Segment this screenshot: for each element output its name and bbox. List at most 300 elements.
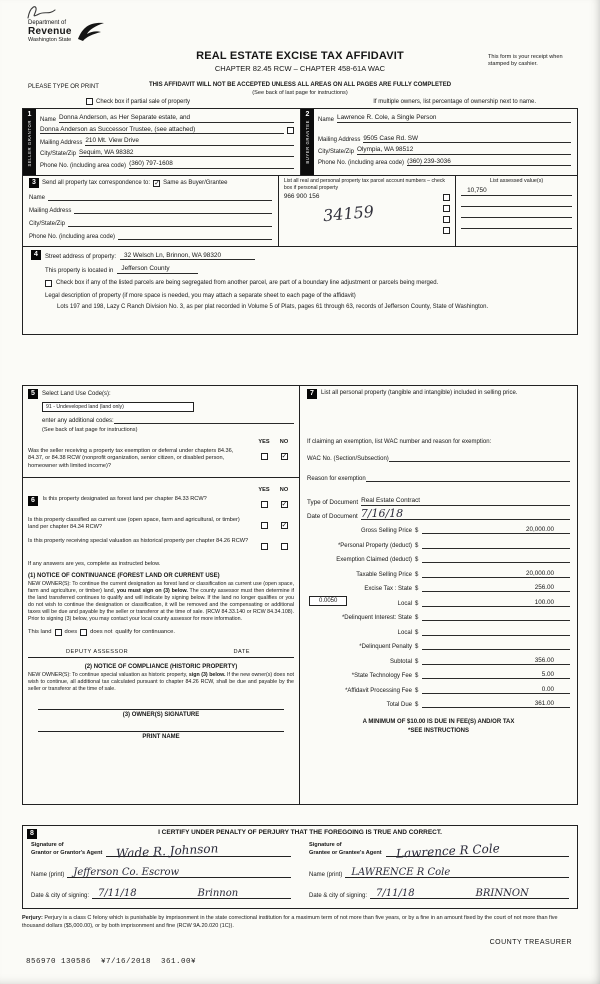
forest-no-checkbox[interactable]: ✓ (281, 501, 288, 509)
doc-type-value[interactable]: Real Estate Contract (361, 497, 570, 506)
dor-logo-icon (76, 20, 106, 42)
form-body (0, 96, 600, 946)
handwritten-parcel-number: 34159 (322, 201, 375, 226)
total-due-value[interactable]: 361.00 (422, 700, 570, 708)
segregated-row (45, 280, 569, 287)
doc-type-row (307, 497, 570, 506)
county-treasurer-label: COUNTY TREASURER (489, 939, 572, 947)
delinquent-interest-state-label: *Delinquent Interest: State (341, 615, 412, 621)
seller-city-label: City/State/Zip (40, 151, 77, 157)
delinquent-penalty-label: *Delinquent Penalty (359, 644, 412, 650)
grantor-signature-block (31, 840, 291, 899)
buyer-strip (301, 109, 314, 175)
exemption-claimed-label: Exemption Claimed (deduct) (336, 557, 412, 563)
grantor-city-value: Brinnon (197, 888, 239, 899)
grantee-name-line[interactable] (345, 867, 569, 878)
section-5-badge: 5 (28, 389, 38, 399)
dollar-sign: $ (415, 528, 419, 534)
agency-logo-block (28, 20, 106, 43)
assessed-value[interactable]: 10,750 (461, 187, 572, 196)
qualify-label: qualify for continuance. (115, 629, 175, 636)
exemption-claimed-row (307, 555, 570, 563)
buyer-name-row (318, 114, 571, 123)
section-7 (300, 385, 578, 805)
assessed-blank-3[interactable] (461, 210, 572, 218)
dollar-sign: $ (415, 615, 419, 621)
s5-yes-checkbox[interactable] (261, 453, 268, 460)
excise-tax-state-value[interactable]: 256.00 (422, 584, 570, 592)
main-columns (22, 385, 578, 805)
grantee-signature-row (309, 840, 569, 861)
dollar-sign: $ (415, 571, 419, 578)
section-6 (22, 478, 300, 805)
current-use-question-row (28, 517, 294, 535)
state-technology-fee-value[interactable]: 5.00 (422, 671, 570, 679)
section-3-badge: 3 (29, 178, 39, 188)
owner-signature-label: (3) OWNER(S) SIGNATURE (122, 711, 200, 718)
excise-tax-local-label: Local (397, 600, 412, 607)
segregated-label: Check box if any of the listed parcels are being segregated from another parcel, are part of a boundary line adjustment or parcels being merged. (56, 280, 439, 286)
parcel-numbers-col (278, 176, 455, 246)
if-yes-note: If any answers are yes, complete as instructed below. (28, 560, 161, 567)
signature-columns (31, 840, 569, 899)
current-no-checkbox[interactable]: ✓ (281, 522, 288, 530)
correspondence-mailing-label: Mailing Address (29, 208, 72, 214)
forest-no-cell (274, 496, 294, 514)
seller-grantor-box (23, 109, 300, 175)
buyer-city-row (318, 146, 571, 155)
parcel-row-4 (284, 225, 450, 235)
assessed-row-2 (461, 197, 572, 207)
section-4 (22, 247, 578, 335)
excise-tax-state-label: Excise Tax : State (364, 586, 412, 592)
correspondence-phone-field[interactable] (118, 232, 272, 240)
spacer (307, 482, 570, 494)
historic-question-text: Is this property receiving special valuation as historical property per chapter 84.26 RCW? (28, 537, 249, 544)
section-7-badge: 7 (307, 389, 317, 399)
certify-row (31, 829, 569, 836)
grantor-sig-label2: Grantor or Grantor's Agent (31, 849, 103, 856)
current-no-cell (274, 517, 294, 535)
partial-sale-group (86, 98, 190, 105)
form-title: REAL ESTATE EXCISE TAX AFFIDAVIT (196, 50, 404, 62)
seller-mailing-label: Mailing Address (40, 139, 83, 146)
owner-signature-line[interactable] (38, 709, 284, 710)
seller-name2-row (40, 126, 294, 135)
personal-property-row (307, 389, 570, 399)
dollar-sign: $ (415, 673, 419, 679)
grantor-signature-line[interactable] (106, 840, 291, 861)
dollar-sign: $ (415, 702, 419, 708)
section-4-badge: 4 (31, 250, 41, 260)
dollar-sign: $ (415, 629, 419, 636)
buyer-mailing-field[interactable]: 9505 Case Rd. SW (363, 135, 571, 144)
reason-row (307, 474, 570, 482)
s6-yes-header: YES (258, 486, 270, 493)
s5-question-row (28, 448, 294, 470)
perjury-bold: Perjury: (22, 915, 43, 921)
section-1-badge: 1 (27, 111, 32, 118)
assessed-row-3 (461, 208, 572, 218)
cashier-receipt-stamp: 856970 130586 ¥7/16/2018 361.00¥ (26, 958, 197, 966)
parcel-number-value[interactable]: 966 900 156 (283, 193, 320, 201)
grantee-sig-label1: Signature of (309, 842, 342, 849)
s5-yes-cell (254, 448, 274, 470)
s5-yes-header: YES (258, 439, 270, 445)
buyer-mailing-row (318, 135, 571, 144)
seller-city-field[interactable]: Sequim, WA 98382 (79, 149, 294, 158)
affidavit-processing-fee-label: *Affidavit Processing Fee (345, 687, 412, 694)
historic-no-cell (274, 538, 294, 556)
dollar-sign: $ (415, 586, 419, 592)
buyer-name-field[interactable]: Lawrence R. Cole, a Single Person (337, 114, 571, 123)
buyer-phone-label: Phone No. (including area code) (318, 160, 405, 166)
see-instructions-text: *SEE INSTRUCTIONS (407, 728, 469, 735)
subtotal-label: Subtotal (389, 658, 412, 665)
grantee-signature-label (309, 842, 382, 857)
seller-name-row (40, 114, 294, 123)
agency-line3: Washington State (28, 37, 72, 43)
doc-date-label: Date of Document (307, 512, 358, 520)
current-yes-checkbox[interactable] (261, 522, 268, 529)
grantor-name-line[interactable] (67, 867, 291, 878)
seller-name-label: Name (40, 116, 57, 123)
dollar-sign: $ (415, 542, 419, 549)
correspondence-city-field[interactable] (68, 219, 272, 227)
forest-yes-checkbox[interactable] (261, 501, 268, 508)
subtotal-row (307, 657, 570, 665)
historic-no-checkbox[interactable] (281, 543, 288, 550)
grantee-date-row (309, 888, 569, 899)
delinquent-interest-state-value[interactable] (422, 613, 570, 621)
date-label: DATE (233, 648, 250, 655)
print-name-label: PRINT NAME (142, 733, 180, 740)
correspondence-row (29, 178, 272, 188)
grantor-sig-label1: Signature of (31, 842, 64, 849)
minimum-fee-note (307, 718, 570, 737)
located-county-value[interactable]: Jefferson County (117, 265, 197, 274)
same-as-buyer-checkbox[interactable]: ✓ (154, 179, 160, 187)
buyer-phone-field[interactable]: (360) 239-3036 (407, 158, 571, 167)
assessed-row-4 (461, 219, 572, 229)
grantee-date-line[interactable] (370, 888, 469, 899)
section-3 (22, 176, 578, 247)
grantor-date-line[interactable] (92, 888, 191, 899)
notice1-bold: you must sign on (3) below. (116, 587, 188, 594)
parcel-personal-checkbox-1[interactable] (443, 194, 450, 201)
dollar-sign: $ (415, 557, 419, 563)
partial-sale-label: Check box if partial sale of property (96, 98, 191, 105)
street-address-row (31, 250, 569, 260)
forest-yes-cell (254, 496, 274, 514)
certify-statement: I CERTIFY UNDER PENALTY OF PERJURY THAT THE FOREGOING IS TRUE AND CORRECT. (158, 829, 442, 836)
parcel-row-1 (284, 192, 450, 202)
delinquent-interest-local-value[interactable] (422, 628, 570, 636)
forest-question-text (28, 496, 254, 514)
taxable-selling-price-label: Taxable Selling Price (356, 571, 412, 578)
s5-question-text: Was the seller receiving a property tax exemption or deferral under chapters 84.36, 84.37, or 84.38 RCW (nonprofit organization, senior citizen, or disabled person, homeowner with limited income)? (28, 448, 234, 469)
grantee-sig-label2: Grantee or Grantee's Agent (309, 849, 382, 856)
notice2-pre: NEW OWNER(S): To continue special valuation as historic property, (28, 671, 188, 678)
notice1-title: (1) NOTICE OF CONTINUANCE (FOREST LAND OR CURRENT USE) (28, 572, 220, 579)
grantor-name-row (31, 867, 291, 878)
buyer-phone-row (318, 158, 571, 167)
agency-line1: Department of (28, 20, 67, 26)
excise-tax-local-row (307, 599, 570, 607)
buyer-mailing-label: Mailing Address (318, 137, 361, 143)
seller-mailing-row (40, 137, 294, 146)
spacer (22, 335, 578, 385)
land-use-row (28, 389, 294, 399)
perjury-note (22, 915, 578, 930)
seller-phone-field[interactable]: (360) 797-1608 (129, 160, 294, 169)
assessed-values-col (455, 176, 577, 246)
street-address-value[interactable]: 32 Welsch Ln, Brinnon, WA 98320 (120, 252, 255, 261)
buyer-city-field[interactable]: Olympia, WA 98512 (357, 146, 571, 155)
notice2-post: If the new owner(s) does not wish to continue, all additional tax calculated pursuant to chapter 84.26 RCW, shall be due and payable by the seller or transferor at the time of sale. (28, 671, 294, 692)
correspondence-name-label: Name (29, 195, 46, 201)
receipt-note: This form is your receipt when stamped by cashier. (488, 54, 563, 68)
agency-line2: Revenue (28, 26, 72, 37)
s5-no-checkbox[interactable]: ✓ (281, 453, 288, 461)
correspondence-mailing-field[interactable] (74, 206, 271, 214)
additional-codes-field[interactable] (114, 416, 294, 424)
assessed-blank-2[interactable] (461, 199, 572, 207)
legal-description-value[interactable]: Lots 197 and 198, Lazy C Ranch Division No. 3, as per plat recorded in Volume 5 of Plats, pages 61 through 63, records of Jefferson County, State of Washington. (57, 303, 489, 310)
grantee-city-value: BRINNON (475, 888, 529, 899)
grantee-signature: Lawrence R Cole (395, 841, 500, 861)
current-use-question-text: Is this property classified as current use (open space, farm and agricultural, or timber) land per chapter 84.34 RCW? (28, 516, 240, 531)
land-does-not-checkbox[interactable] (80, 629, 87, 636)
form-subtitle: CHAPTER 82.45 RCW – CHAPTER 458-61A WAC (214, 64, 386, 73)
send-correspondence-label: Send all property tax correspondence to: (42, 180, 151, 186)
multiple-owners-note: If multiple owners, list percentage of ownership next to name. (373, 98, 536, 105)
seller-city-row (40, 149, 294, 158)
doc-date-row (307, 506, 570, 520)
forest-question-label: Is this property designated as forest land per chapter 84.33 RCW? (42, 495, 207, 502)
gross-selling-price-row (307, 526, 570, 534)
delinquent-interest-local-row (307, 628, 570, 636)
seller-name-field[interactable]: Donna Anderson, as Her Separate estate, and (59, 114, 294, 123)
parcel-personal-checkbox-4[interactable] (443, 227, 450, 234)
total-due-label: Total Due (386, 702, 412, 708)
dollar-sign: $ (415, 658, 419, 665)
buyer-city-label: City/State/Zip (318, 148, 355, 155)
deputy-assessor-label: DEPUTY ASSESSOR (66, 648, 129, 655)
grantor-name-value: Jefferson Co. Escrow (73, 867, 180, 878)
s6-yes-no-header (28, 487, 294, 493)
seller-fields (36, 109, 300, 175)
parcel-personal-checkbox-3[interactable] (443, 216, 450, 223)
grantee-name-label: Name (print) (309, 872, 343, 878)
section-2-badge: 2 (305, 111, 310, 118)
buyer-strip-label: BUYER GRANTEE (305, 120, 310, 164)
segregated-checkbox[interactable] (45, 280, 52, 287)
historic-yes-cell (254, 538, 274, 556)
wac-label: WAC No. (Section/Subsection) (307, 456, 389, 462)
grantor-date-value: 7/11/18 (98, 888, 137, 899)
correspondence-city-row (29, 219, 272, 227)
delinquent-penalty-value[interactable] (422, 642, 570, 650)
grantor-signature: Wade R. Johnson (116, 841, 219, 861)
personal-property-deduct-label: *Personal Property (deduct) (337, 542, 412, 549)
grantor-signature-label (31, 842, 102, 857)
doc-type-label: Type of Document (307, 498, 359, 506)
continuance-qualify-row (28, 629, 294, 636)
section-8-badge: 8 (27, 829, 37, 839)
deputy-assessor-signature-line[interactable] (28, 657, 294, 658)
notice1-post: The county assessor must then determine if the land transferred continues to qualify and will indicate by signing below. If the land no longer qualifies or you do not wish to continue the designation or classification, it will be removed and the compensating or additional taxes will be due and payable by the seller or transferor at the time of sale. (RCW 84.33.140 or RCW 84.34.108). Prior to signing (3) below, you may contact your local county assessor for more information. (28, 587, 294, 622)
grantee-date-label: Date & city of signing: (309, 893, 368, 899)
same-as-buyer-label: Same as Buyer/Grantee (163, 180, 228, 186)
does-not-label: does not (90, 629, 113, 636)
reason-label: Reason for exemption (307, 476, 366, 482)
located-in-row (45, 265, 569, 274)
excise-tax-local-value[interactable]: 100.00 (422, 599, 570, 607)
excise-tax-state-row (307, 584, 570, 592)
personal-property-deduct-value[interactable] (422, 541, 570, 549)
seller-name2-field[interactable]: Donna Anderson as Successor Trustee, (see attached) (40, 126, 284, 135)
grantee-signature-line[interactable] (386, 840, 569, 861)
personal-property-blank-area[interactable] (307, 399, 570, 439)
s5-no-header: NO (279, 439, 289, 445)
s5-yes-no-header (28, 439, 294, 445)
correspondence-mailing-row (29, 206, 272, 214)
affidavit-processing-fee-row (307, 686, 570, 694)
seller-mailing-field[interactable]: 210 Mt. View Drive (85, 137, 294, 146)
minimum-fee-text: A MINIMUM OF $10.00 IS DUE IN FEE(S) AND/OR TAX (362, 719, 515, 725)
see-back-note: (See back of last page for instructions) (252, 90, 348, 96)
assessed-header: List assessed value(s) (489, 178, 544, 184)
buyer-spacer (318, 123, 571, 132)
wac-field[interactable] (389, 454, 570, 462)
land-use-code-field[interactable] (42, 402, 194, 412)
correspondence-phone-row (29, 232, 272, 240)
gross-selling-price-label: Gross Selling Price (360, 528, 412, 534)
gross-selling-price-value[interactable]: 20,000.00 (422, 526, 570, 534)
parcel-header: List all real and personal property tax parcel account numbers – check box if personal property (283, 178, 446, 191)
reason-field[interactable] (366, 474, 570, 482)
s6-header-spacer (28, 487, 254, 493)
section-8 (22, 825, 578, 909)
land-does-checkbox[interactable] (55, 629, 62, 636)
seller-attached-checkbox[interactable] (287, 127, 294, 134)
completion-warning: THIS AFFIDAVIT WILL NOT BE ACCEPTED UNLESS ALL AREAS ON ALL PAGES ARE FULLY COMPLETED (148, 82, 452, 88)
delinquent-penalty-row (307, 642, 570, 650)
title-block (150, 50, 450, 73)
grantor-date-row (31, 888, 291, 899)
forest-question-row (28, 496, 294, 514)
does-label: does (64, 629, 78, 636)
local-rate-box[interactable]: 0.0050 (309, 596, 347, 606)
grantor-date-label: Date & city of signing: (31, 893, 90, 899)
dollar-sign: $ (415, 644, 419, 650)
state-technology-fee-row (307, 671, 570, 679)
current-yes-cell (254, 517, 274, 535)
assessed-row-1 (461, 186, 572, 196)
personal-property-deduct-row (307, 541, 570, 549)
notice2-bold: sign (3) below. (188, 671, 226, 678)
taxable-selling-price-value[interactable]: 20,000.00 (422, 570, 570, 578)
notice1-body (28, 581, 294, 623)
owner-signature-block (28, 709, 294, 740)
located-in-label: This property is located in (45, 267, 114, 274)
notice1-pre: NEW OWNER(S): To continue the current designation as forest land or classification as current use (open space, farm and agriculture, or timber) land, (28, 580, 294, 594)
grantee-date-value: 7/11/18 (376, 888, 415, 899)
buyer-name-label: Name (318, 116, 335, 123)
notice2-title: (2) NOTICE OF COMPLIANCE (HISTORIC PROPERTY) (84, 663, 238, 670)
additional-codes-row (42, 416, 294, 424)
land-use-code-value: 91 - Undeveloped land (land only) (46, 404, 124, 410)
partial-sale-row (22, 96, 578, 106)
subtotal-value[interactable]: 356.00 (422, 657, 570, 665)
seller-phone-label: Phone No. (including area code) (40, 162, 127, 169)
parties-row (22, 108, 578, 176)
parcel-personal-checkbox-2[interactable] (443, 205, 450, 212)
left-column (22, 385, 300, 805)
taxable-selling-price-row (307, 570, 570, 578)
grantor-name-label: Name (print) (31, 872, 65, 878)
this-land-label: This land (28, 629, 52, 636)
delinquent-interest-local-label: Local (397, 629, 412, 636)
personal-property-label: List all personal property (tangible and intangible) included in selling price. (321, 390, 518, 396)
type-or-print-label: PLEASE TYPE OR PRINT (28, 84, 99, 90)
print-name-line[interactable] (38, 731, 284, 732)
grantee-signature-block (309, 840, 569, 899)
s5-see-back-note: (See back of last page for instructions) (42, 427, 138, 433)
grantee-name-value: LAWRENCE R Cole (351, 867, 451, 878)
seller-strip-label: SELLER GRANTOR (27, 120, 32, 167)
delinquent-interest-state-row (307, 613, 570, 621)
grantee-city-line[interactable] (470, 888, 569, 899)
historic-question-row (28, 538, 294, 556)
correspondence-phone-label: Phone No. (including area code) (29, 234, 116, 240)
grantor-signature-row (31, 840, 291, 861)
s5-header-spacer (28, 439, 254, 445)
dollar-sign: $ (415, 600, 419, 607)
additional-codes-label: enter any additional codes: (42, 418, 114, 424)
grantor-city-line[interactable] (192, 888, 291, 899)
exemption-label: If claiming an exemption, list WAC number and reason for exemption: (307, 439, 492, 445)
exemption-claimed-value[interactable] (422, 555, 570, 563)
historic-yes-checkbox[interactable] (261, 543, 268, 550)
section-6-badge: 6 (28, 496, 38, 506)
section-5 (22, 385, 300, 478)
buyer-grantee-box (300, 109, 577, 175)
total-due-row (307, 700, 570, 708)
tax-correspondence-col (23, 176, 278, 246)
s5-no-cell (274, 448, 294, 470)
doc-date-value[interactable]: 7/16/18 (361, 509, 570, 520)
grantee-name-row (309, 867, 569, 878)
s6-no-header: NO (279, 486, 289, 493)
agency-name (28, 20, 72, 43)
seller-strip (23, 109, 36, 175)
correspondence-name-field[interactable] (48, 193, 272, 201)
partial-sale-checkbox[interactable] (86, 98, 93, 105)
dollar-sign: $ (415, 687, 419, 694)
correspondence-name-row (29, 193, 272, 201)
assessed-blank-4[interactable] (461, 221, 572, 229)
affidavit-processing-fee-value[interactable]: 0.00 (422, 686, 570, 694)
land-use-label: Select Land Use Code(s): (42, 391, 111, 397)
correspondence-city-label: City/State/Zip (29, 221, 66, 227)
street-address-label: Street address of property: (45, 254, 117, 260)
form-header (0, 0, 600, 96)
notice2-body (28, 672, 294, 693)
wac-row (307, 454, 570, 462)
state-technology-fee-label: *State Technology Fee (351, 673, 412, 679)
